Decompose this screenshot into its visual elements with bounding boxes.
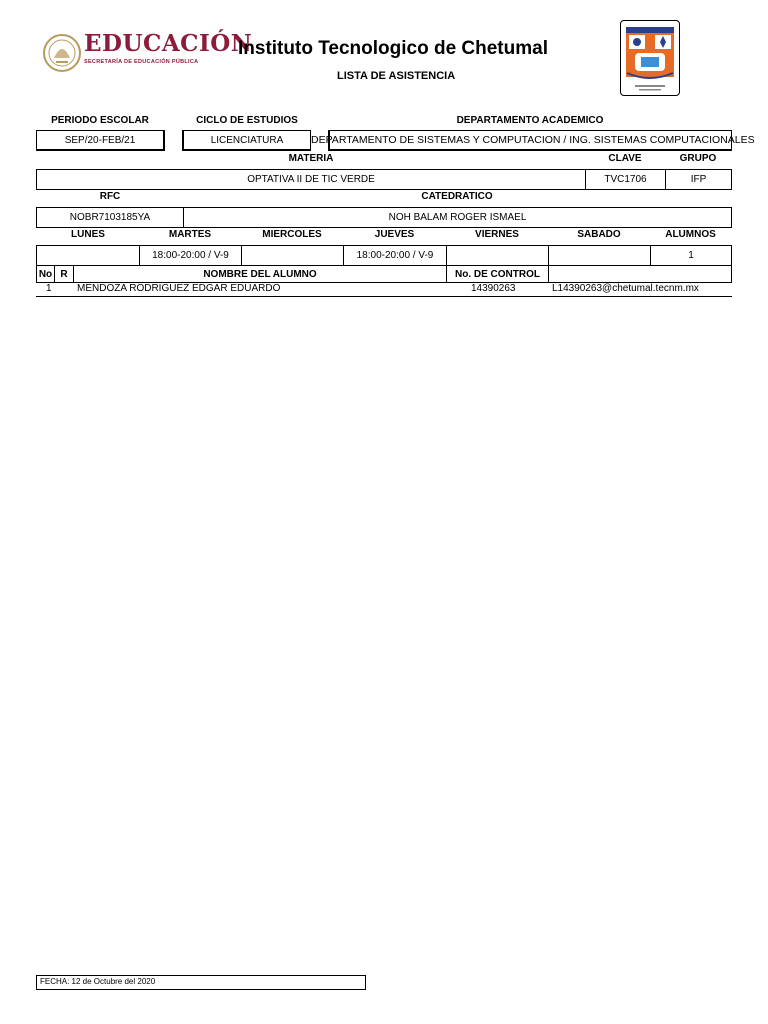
- value-lunes: [37, 246, 140, 265]
- student-table-header: [36, 265, 732, 283]
- row-no: 1: [46, 283, 52, 294]
- label-miercoles: MIERCOLES: [262, 229, 322, 240]
- value-catedratico: NOH BALAM ROGER ISMAEL: [388, 212, 527, 223]
- label-rfc: RFC: [99, 191, 121, 202]
- value-depto: DEPARTAMENTO DE SISTEMAS Y COMPUTACION / ING. SISTEMAS COMPUTACIONALES: [311, 134, 755, 146]
- schedule-row: [36, 245, 732, 266]
- header-control: No. DE CONTROL: [447, 266, 549, 282]
- value-grupo: IFP: [690, 174, 707, 185]
- materia-row: [36, 169, 732, 190]
- header-extra: [549, 266, 731, 282]
- row-email: L14390263@chetumal.tecnm.mx: [552, 283, 699, 294]
- value-miercoles: [242, 246, 344, 265]
- label-viernes: VIERNES: [475, 229, 519, 240]
- table-row: [36, 283, 732, 297]
- label-martes: MARTES: [168, 229, 212, 240]
- label-sabado: SABADO: [577, 229, 621, 240]
- sep-logo: [40, 28, 253, 78]
- value-jueves: 18:00-20:00 / V-9: [344, 246, 447, 265]
- label-depto: DEPARTAMENTO ACADEMICO: [456, 115, 604, 126]
- row-control: 14390263: [471, 283, 516, 294]
- label-catedratico: CATEDRATICO: [421, 191, 493, 202]
- footer-fecha: FECHA: 12 de Octubre del 2020: [36, 975, 366, 990]
- label-clave: CLAVE: [608, 153, 642, 164]
- rfc-row: [36, 207, 732, 228]
- brand-subtitle: SECRETARÍA DE EDUCACIÓN PÚBLICA: [84, 59, 199, 65]
- page-title: Instituto Tecnologico de Chetumal: [238, 38, 548, 59]
- label-jueves: JUEVES: [374, 229, 415, 240]
- value-viernes: [447, 246, 549, 265]
- institute-seal: [620, 20, 680, 96]
- page-subtitle: LISTA DE ASISTENCIA: [337, 70, 456, 82]
- header-no: No: [37, 266, 55, 282]
- label-ciclo: CICLO DE ESTUDIOS: [196, 115, 298, 126]
- value-clave: TVC1706: [586, 170, 666, 189]
- value-materia: OPTATIVA II DE TIC VERDE: [37, 170, 586, 189]
- value-ciclo: LICENCIATURA: [182, 130, 311, 151]
- value-alumnos: 1: [688, 250, 694, 261]
- label-lunes: LUNES: [71, 229, 105, 240]
- value-martes: 18:00-20:00 / V-9: [140, 246, 242, 265]
- header-nombre: NOMBRE DEL ALUMNO: [74, 266, 447, 282]
- value-sabado: [549, 246, 651, 265]
- value-rfc: NOBR7103185YA: [37, 208, 184, 227]
- institute-shield-icon: [621, 21, 679, 95]
- row-nombre: MENDOZA RODRIGUEZ EDGAR EDUARDO: [77, 283, 281, 294]
- mexico-eagle-emblem-icon: [42, 30, 82, 76]
- label-grupo: GRUPO: [679, 153, 717, 164]
- label-alumnos: ALUMNOS: [665, 229, 716, 240]
- label-periodo: PERIODO ESCOLAR: [51, 115, 149, 126]
- brand-name: EDUCACIÓN: [84, 30, 253, 57]
- label-materia: MATERIA: [288, 153, 334, 164]
- header-r: R: [55, 266, 74, 282]
- value-periodo: SEP/20-FEB/21: [36, 130, 165, 151]
